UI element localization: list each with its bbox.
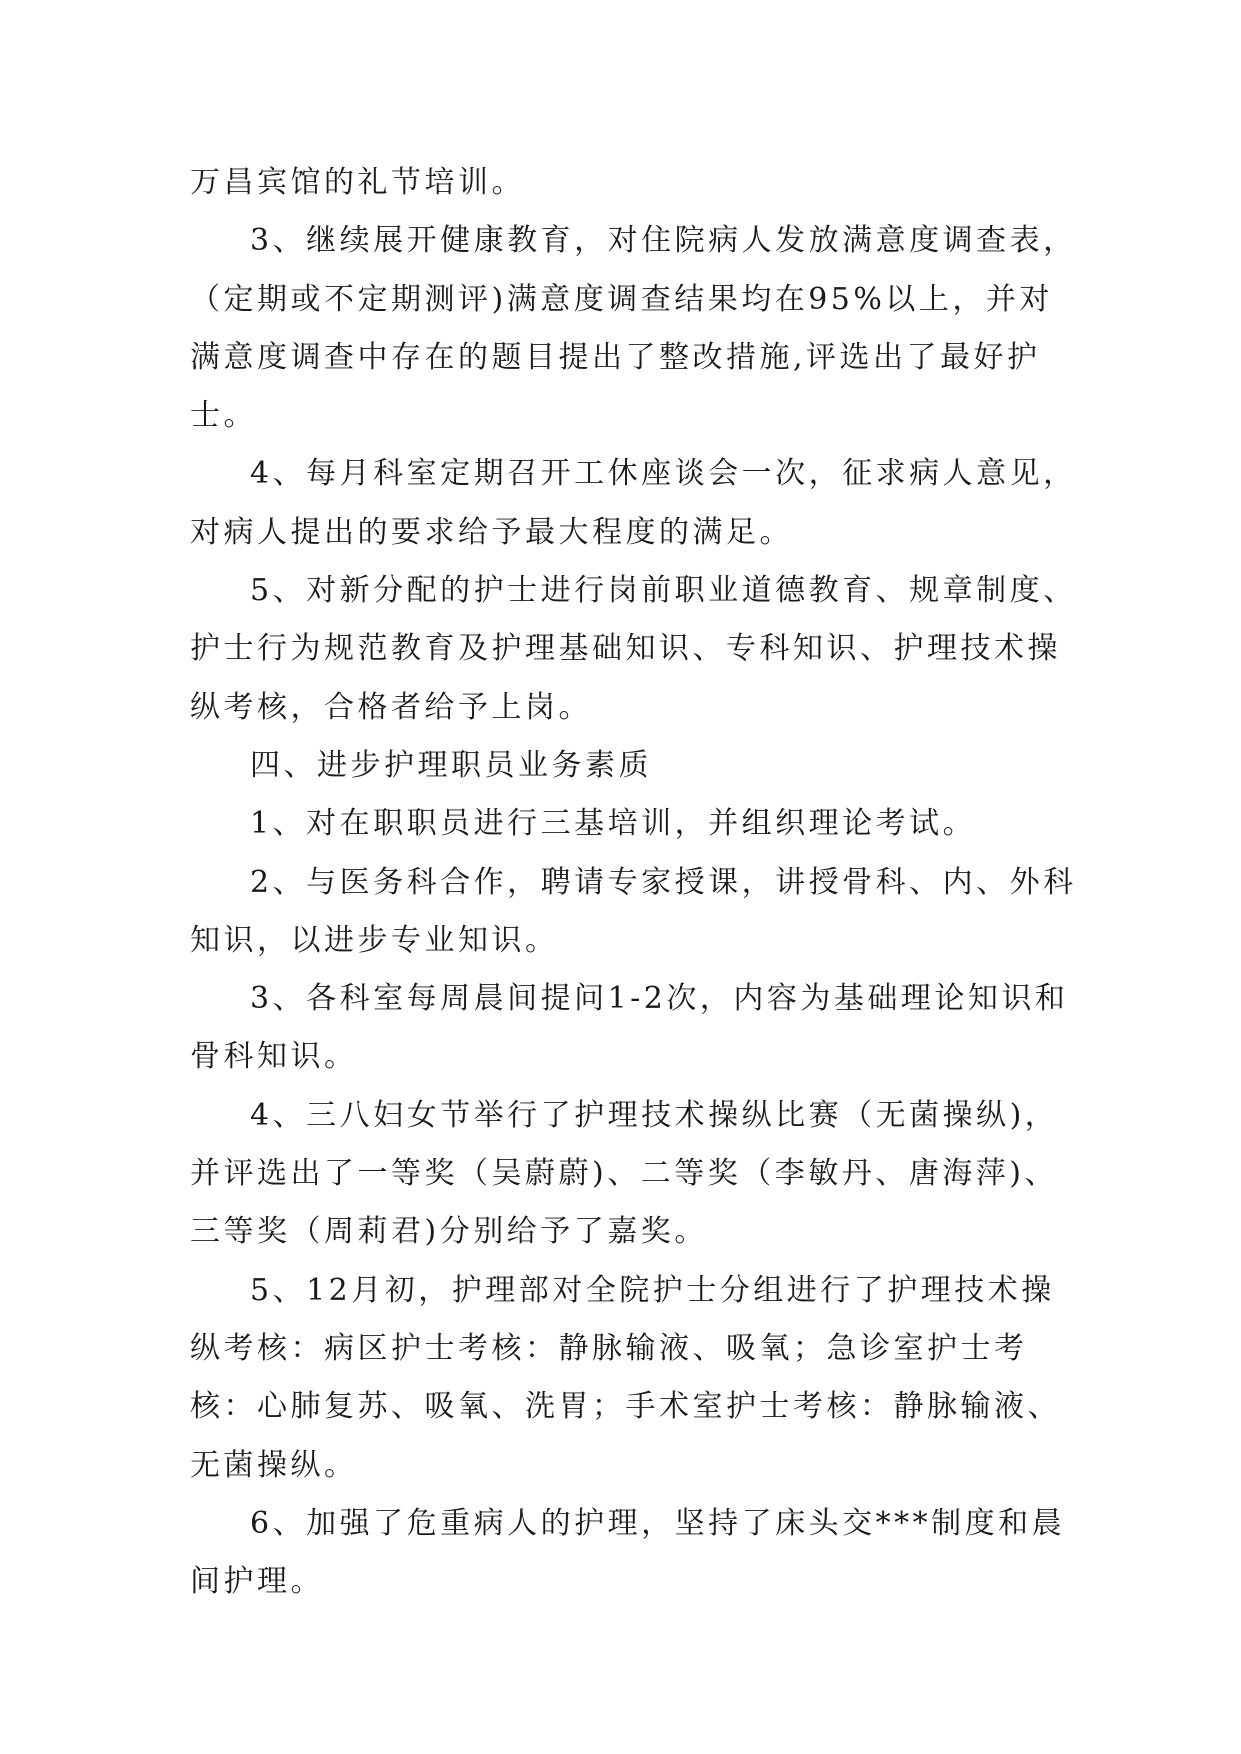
section-heading: 四、进步护理职员业务素质 [250,747,652,783]
paragraph-4: 5、对新分配的护士进行岗前职业道德教育、规章制度、护士行为规范教育及护理基础知识、专科知识、护理技术操纵考核，合格者给予上岗。 [190,573,1077,725]
paragraph-3: 4、每月科室定期召开工休座谈会一次，征求病人意见，对病人提出的要求给予最大程度的满足。 [190,456,1077,550]
paragraph-10: 5、12月初，护理部对全院护士分组进行了护理技术操纵考核：病区护士考核：静脉输液、吸氧；急诊室护士考核：心肺复苏、吸氧、洗胃；手术室护士考核：静脉输液、无菌操纵。 [190,1272,1061,1483]
paragraph-2: 3、继续展开健康教育，对住院病人发放满意度调查表，（定期或不定期测评)满意度调查结果均在95%以上，并对满意度调查中存在的题目提出了整改措施,评选出了最好护士。 [190,223,1077,434]
paragraph-7: 2、与医务科合作，聘请专家授课，讲授骨科、内、外科知识，以进步专业知识。 [190,864,1077,958]
paragraph-8: 3、各科室每周晨间提问1-2次，内容为基础理论知识和骨科知识。 [190,981,1069,1075]
paragraph-11: 6、加强了危重病人的护理，坚持了床头交***制度和晨间护理。 [190,1505,1066,1600]
document-body [190,154,1080,1611]
paragraph-6: 1、对在职职员进行三基培训，并组织理论考试。 [250,806,977,842]
paragraph-9: 4、三八妇女节举行了护理技术操纵比赛（无菌操纵)，并评选出了一等奖（吴蔚蔚)、二等奖（李敏丹、唐海萍)、三等奖（周莉君)分别给予了嘉奖。 [190,1097,1059,1250]
paragraph-1: 万昌宾馆的礼节培训。 [190,165,525,200]
